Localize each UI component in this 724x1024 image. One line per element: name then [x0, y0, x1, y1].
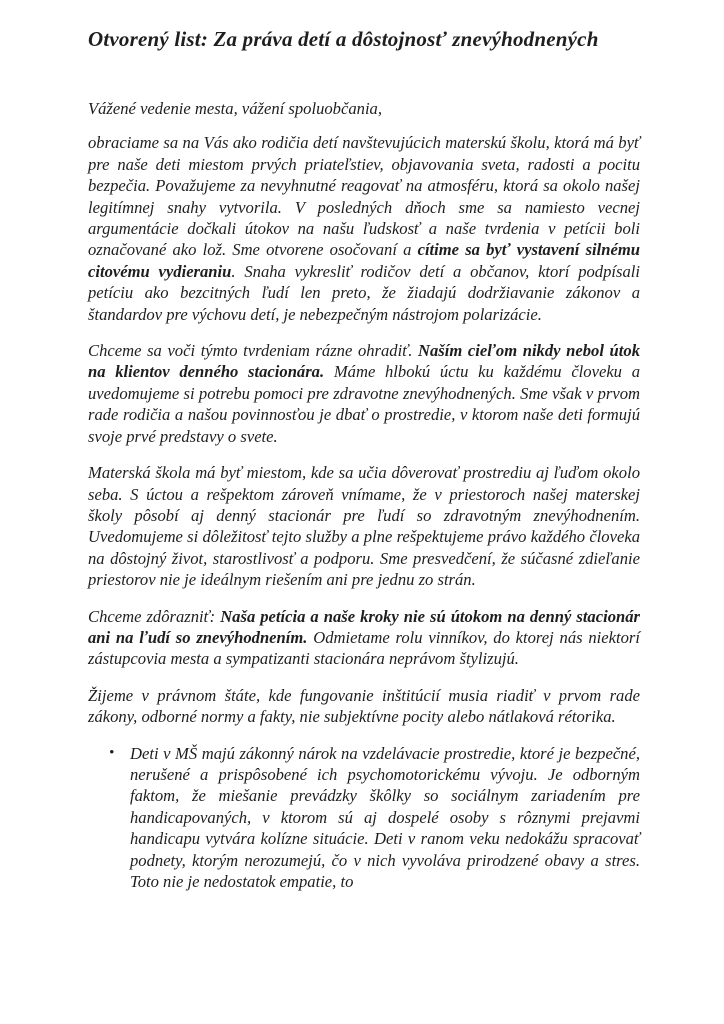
text-run: Deti v MŠ majú zákonný nárok na vzdelávacie prostredie, ktoré je bezpečné, nerušené a prispôsobené ich psychomotorickému vývoju. Je odborným faktom, že miešanie prevádzky škôlky so sociálnym zariadením pre handicapovaných, v ktorom sú aj dospelé osoby s rôznymi prejavmi handicapu vytvára kolízne situácie. Deti v ranom veku nedokážu spracovať podnety, ktorým nerozumejú, čo v nich vyvoláva prirodzené obavy a stres. Toto nie je nedostatok empatie, to — [130, 743, 640, 891]
bullet-item — [88, 743, 640, 893]
text-run: Chceme zdôrazniť: — [88, 606, 221, 626]
salutation: Vážené vedenie mesta, vážení spoluobčania, — [88, 99, 382, 118]
document-title: Otvorený list: Za práva detí a dôstojnosť znevýhodnených — [88, 27, 599, 51]
paragraph — [88, 462, 640, 590]
text-run: Materská škola má byť miestom, kde sa učia dôverovať prostrediu aj ľuďom okolo seba. S úctou a rešpektom zároveň vnímame, že v priestoroch našej materskej školy pôsobí aj denný stacionár pre ľudí so zdravotným znevýhodnením. Uvedomujeme si dôležitosť tejto služby a plne rešpektujeme právo každého človeka na dôstojný život, starostlivosť a podporu. Sme presvedčení, že súčasné zdieľanie priestorov nie je ideálnym riešením ani pre jednu zo strán. — [88, 463, 640, 590]
text-run: Máme hlbokú úctu ku každému človeku a uvedomujeme si potrebu pomoci pre zdravotne znevýhodnených. Sme však v prvom rade rodičia a našou povinnosťou je dbať o prostredie, v ktorom naše deti formujú svoje prvé predstavy o svete. — [88, 362, 640, 446]
bold-text-run: cítime sa byť vystavení silnému citovému vydieraniu — [88, 240, 640, 281]
paragraph — [88, 340, 640, 447]
text-run: Žijeme v právnom štáte, kde fungovanie inštitúcií musia riadiť v prvom rade zákony, odborné normy a fakty, nie subjektívne pocity alebo nátlaková rétorika. — [88, 685, 640, 727]
document-body — [88, 132, 640, 892]
bullet-marker-icon: • — [109, 744, 115, 761]
text-run: Chceme sa voči týmto tvrdeniam rázne ohradiť. — [88, 341, 419, 361]
paragraph — [88, 132, 640, 325]
bold-text-run: Naša petícia a naše kroky nie sú útokom na denný stacionár ani na ľudí so znevýhodnením. — [88, 606, 640, 647]
text-run: Odmietame rolu vinníkov, do ktorej nás niektorí zástupcovia mesta a sympatizanti stacionára neprávom štylizujú. — [88, 627, 640, 669]
bullet-text — [130, 743, 640, 893]
text-run: obraciame sa na Vás ako rodičia detí navštevujúcich materskú školu, ktorá má byť pre naše deti miestom prvých priateľstiev, objavovania sveta, radosti a pocitu bezpečia. Považujeme za nevyhnutné reagovať na atmosféru, ktorá sa okolo našej legitímnej snahy vytvorila. V posledných dňoch sme sa namiesto vecnej argumentácie dočkali útokov na našu ľudskosť a naše tvrdenia v petícii boli označované ako lož. Sme otvorene osočovaní a — [88, 133, 640, 260]
text-run: . Snaha vykresliť rodičov detí a občanov, ktorí podpísali petíciu ako bezcitných ľudí len preto, že žiadajú dodržiavanie zákonov a štandardov pre výchovu detí, je nebezpečným nástrojom polarizácie. — [88, 261, 640, 324]
paragraph — [88, 685, 640, 728]
paragraph — [88, 606, 640, 670]
bold-text-run: Naším cieľom nikdy nebol útok na klientov denného stacionára. — [88, 341, 640, 382]
